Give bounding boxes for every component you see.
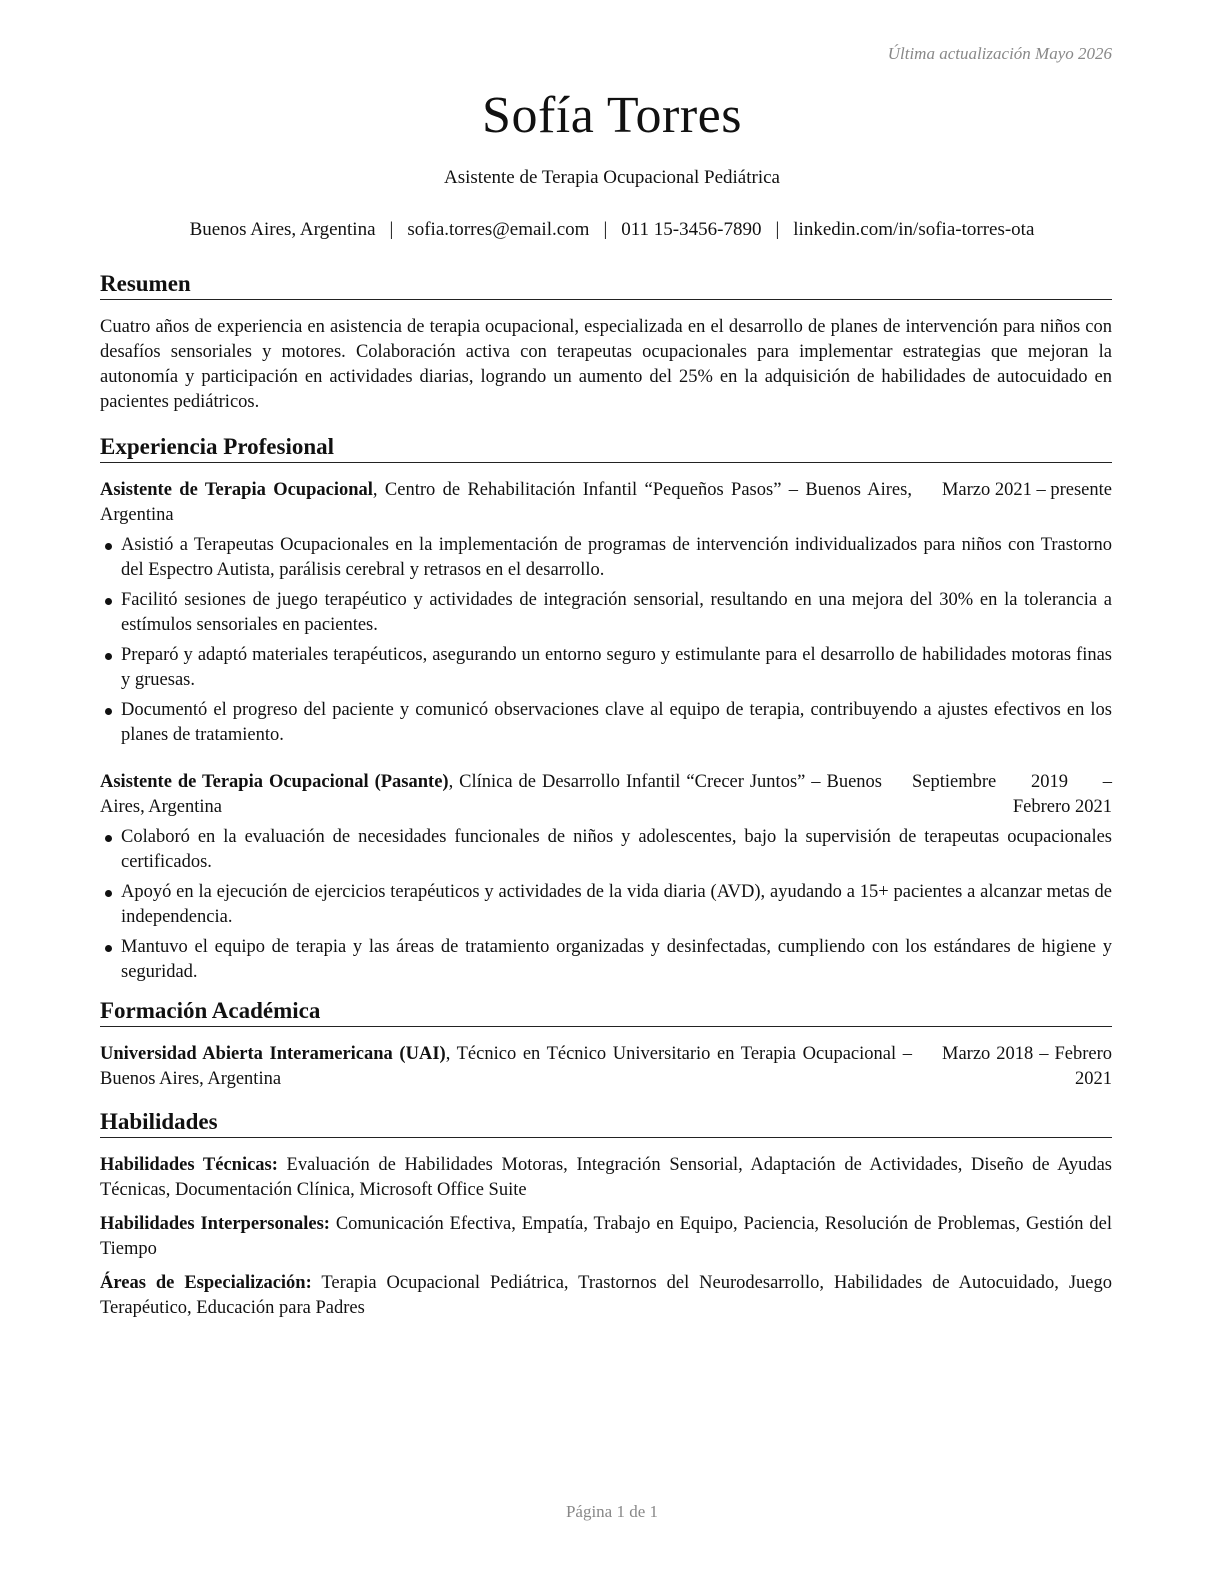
contact-linkedin[interactable]: linkedin.com/in/sofia-torres-ota [793,219,1035,240]
skill-group-label: Habilidades Interpersonales: [100,1214,330,1234]
education-school: Universidad Abierta Interamericana (UAI) [100,1044,446,1064]
experience-section [100,433,1112,985]
job-header [100,478,1112,528]
contact-location: Buenos Aires, Argentina [189,219,376,240]
job-organization: , Clínica de Desarrollo Infantil “Crecer Juntos” – Buenos Aires, Argentina [100,772,883,817]
job-header [100,770,1112,820]
section-title-summary: Resumen [100,270,1112,300]
job-role: Asistente de Terapia Ocupacional (Pasante) [100,772,449,792]
bullet-item: Mantuvo el equipo de terapia y las áreas de tratamiento organizadas y desinfectadas, cumpliendo con los estándares de higiene y seguridad. [100,935,1112,985]
contact-email[interactable]: sofia.torres@email.com [407,219,590,240]
education-degree: , Técnico en Técnico Universitario en Terapia Ocupacional – Buenos Aires, Argentina [100,1044,913,1089]
job-bullets [100,825,1112,985]
bullet-item: Facilitó sesiones de juego terapéutico y actividades de integración sensorial, resultando en una mejora del 30% en la tolerancia a estímulos sensoriales en pacientes. [100,588,1112,638]
education-section [100,997,1112,1092]
bullet-item: Colaboró en la evaluación de necesidades funcionales de niños y adolescentes, bajo la supervisión de terapeutas ocupacionales certificados. [100,825,1112,875]
job-role: Asistente de Terapia Ocupacional [100,480,373,500]
education-details [100,1042,912,1092]
skill-group [100,1153,1112,1203]
education-dates: Marzo 2018 – Febrero 2021 [942,1044,1112,1089]
contact-separator: | [389,219,394,240]
job-entry [100,770,1112,985]
job-bullets [100,533,1112,748]
section-title-skills: Habilidades [100,1108,1112,1138]
skill-group [100,1271,1112,1321]
skill-group [100,1212,1112,1262]
skill-group-text: Terapia Ocupacional Pediátrica, Trastornos del Neurodesarrollo, Habilidades de Autocuidado, Juego Terapéutico, Educación para Padres [100,1273,1112,1318]
resume-body [100,270,1112,1330]
job-organization: , Centro de Rehabilitación Infantil “Pequeños Pasos” – Buenos Aires, Argentina [100,480,912,525]
bullet-item: Preparó y adaptó materiales terapéuticos, asegurando un entorno seguro y estimulante para el desarrollo de habilidades motoras finas y gruesas. [100,643,1112,693]
contact-separator: | [775,219,780,240]
candidate-name: Sofía Torres [482,87,742,144]
skill-group-label: Áreas de Especialización: [100,1273,312,1293]
section-title-education: Formación Académica [100,997,1112,1027]
summary-text: Cuatro años de experiencia en asistencia de terapia ocupacional, especializada en el desarrollo de planes de intervención para niños con desafíos sensoriales y motores. Colaboración activa con terapeutas ocupacionales para implementar estrategias que mejoran la autonomía y participación en actividades diarias, logrando un aumento del 25% en la adquisición de habilidades de autocuidado en pacientes pediátricos. [100,317,1112,412]
job-dates: Septiembre 2019 – Febrero 2021 [912,772,1112,817]
page-number: Página 1 de 1 [565,1502,659,1521]
skill-group-text: Evaluación de Habilidades Motoras, Integración Sensorial, Adaptación de Actividades, Diseño de Ayudas Técnicas, Documentación Clínica, Microsoft Office Suite [100,1155,1112,1200]
skill-group-text: Comunicación Efectiva, Empatía, Trabajo en Equipo, Paciencia, Resolución de Problemas, Gestión del Tiempo [100,1214,1112,1259]
job-position [100,770,882,820]
bullet-item: Apoyó en la ejecución de ejercicios terapéuticos y actividades de la vida diaria (AVD), ayudando a 15+ pacientes a alcanzar metas de independencia. [100,880,1112,930]
skill-group-label: Habilidades Técnicas: [100,1155,278,1175]
contact-phone: 011 15-3456-7890 [621,219,762,240]
contact-separator: | [603,219,608,240]
section-title-experience: Experiencia Profesional [100,433,1112,463]
last-updated: Última actualización Mayo 2026 [887,44,1112,63]
bullet-item: Asistió a Terapeutas Ocupacionales en la implementación de programas de intervención individualizados para niños con Trastorno del Espectro Autista, parálisis cerebral y retrasos en el desarrollo. [100,533,1112,583]
job-title: Asistente de Terapia Ocupacional Pediátrica [444,167,780,188]
contact-line [0,219,1224,241]
bullet-item: Documentó el progreso del paciente y comunicó observaciones clave al equipo de terapia, contribuyendo a ajustes efectivos en los planes de tratamiento. [100,698,1112,748]
education-entry [100,1042,1112,1092]
skills-section [100,1108,1112,1321]
job-entry [100,478,1112,748]
summary-section [100,270,1112,415]
job-dates: Marzo 2021 – presente [941,480,1112,500]
job-position [100,478,912,528]
